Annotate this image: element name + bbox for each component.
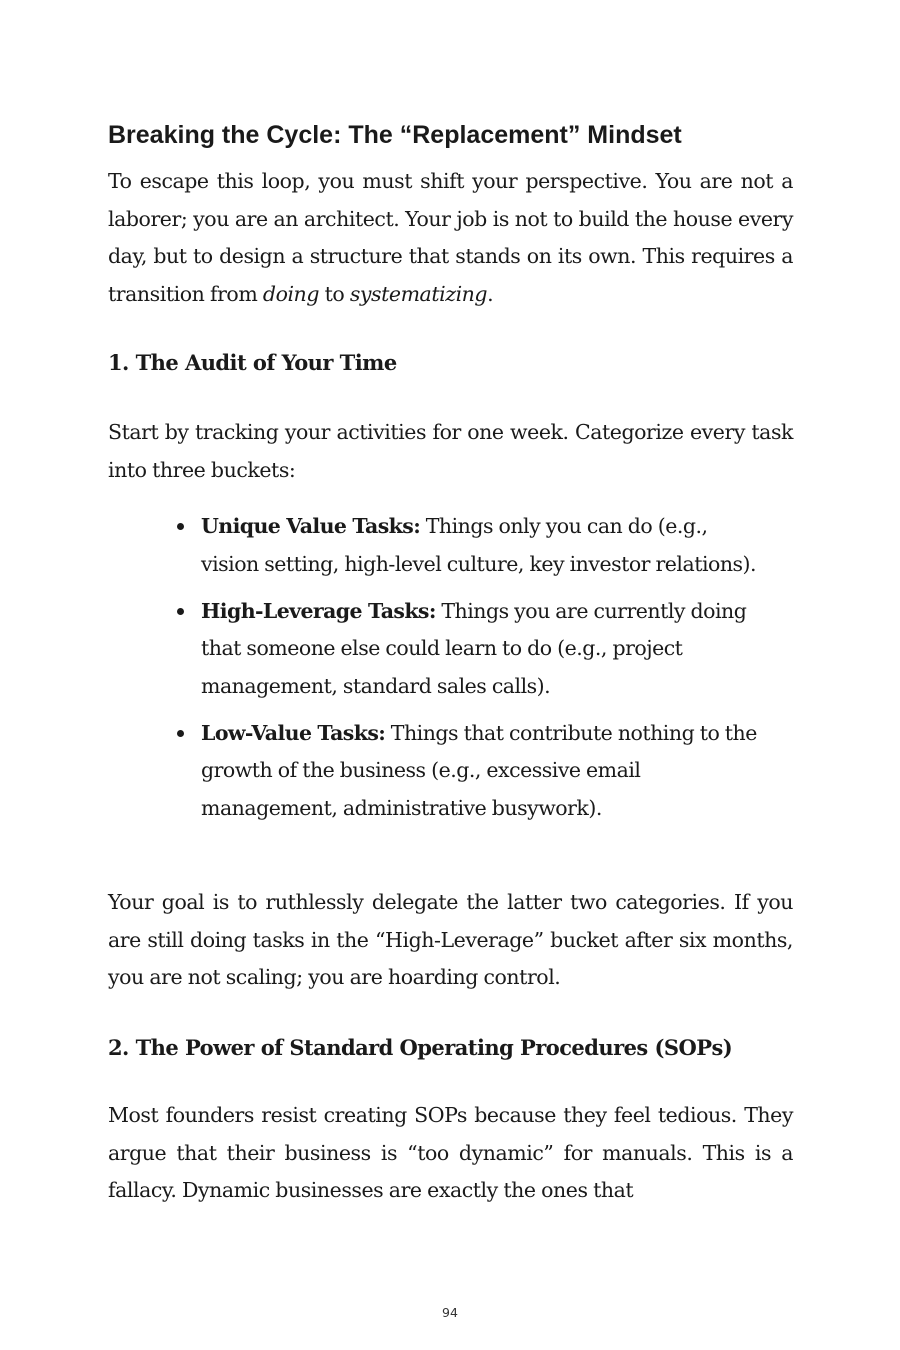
intro-text-after: . bbox=[487, 282, 494, 307]
intro-emphasis-doing: doing bbox=[262, 282, 319, 307]
list-item bbox=[174, 715, 769, 828]
subsection-1-heading: 1. The Audit of Your Time bbox=[108, 350, 397, 375]
subsection-1-paragraph: Start by tracking your activities for one week. Categorize every task into three buckets: bbox=[108, 420, 793, 482]
intro-text-before: To escape this loop, you must shift your perspective. You are not a laborer; you are an architect. Your job is not to build the house every day, but to design a structure that stands on its own. This requires a transition from bbox=[108, 169, 793, 307]
subsection-1-closing-paragraph: Your goal is to ruthlessly delegate the latter two categories. If you are still doing tasks in the “High-Leverage” bucket after six months, you are not scaling; you are hoarding control. bbox=[108, 890, 793, 990]
bullet-text: Things that contribute nothing to the growth of the business (e.g., excessive email management, administrative busywork). bbox=[201, 720, 757, 820]
list-item bbox=[174, 508, 769, 583]
bullet-icon bbox=[177, 523, 184, 530]
intro-paragraph bbox=[108, 163, 793, 314]
intro-emphasis-systematizing: systematizing bbox=[349, 282, 488, 307]
page-number: 94 bbox=[442, 1305, 458, 1320]
intro-text-middle: to bbox=[319, 282, 350, 307]
bullet-term: Low-Value Tasks: bbox=[201, 720, 386, 745]
bullet-text: Things only you can do (e.g., vision setting, high-level culture, key investor relations). bbox=[201, 514, 757, 576]
section-heading: Breaking the Cycle: The “Replacement” Mindset bbox=[108, 121, 682, 149]
bullet-term: Unique Value Tasks: bbox=[201, 514, 421, 538]
book-page bbox=[108, 0, 793, 1350]
task-bucket-list bbox=[174, 508, 769, 837]
bullet-term: High-Leverage Tasks: bbox=[201, 598, 436, 623]
subsection-2-paragraph: Most founders resist creating SOPs because they feel tedious. They argue that their business is “too dynamic” for manuals. This is a fallacy. Dynamic businesses are exactly the ones that bbox=[108, 1103, 793, 1203]
bullet-text: Things you are currently doing that someone else could learn to do (e.g., project management, standard sales calls). bbox=[201, 598, 747, 698]
bullet-icon bbox=[177, 608, 184, 615]
subsection-2-heading: 2. The Power of Standard Operating Procedures (SOPs) bbox=[108, 1035, 733, 1060]
list-item bbox=[174, 593, 769, 706]
bullet-icon bbox=[177, 730, 184, 737]
